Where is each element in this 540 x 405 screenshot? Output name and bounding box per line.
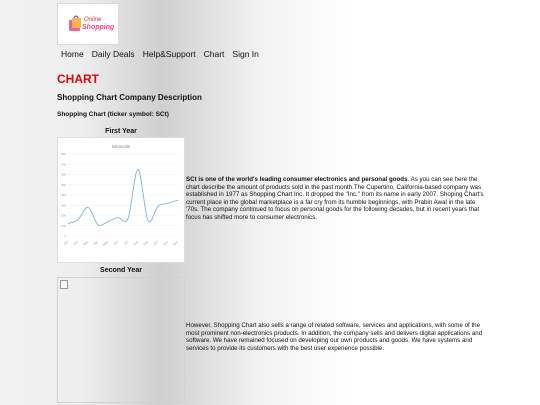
- description-rest: . As you can see here the chart describe the amount of products sold in the past month.The Cupertino, California-based company was established in 1977 as Shopping Chart Inc. It dropped the "Inc." from its name in early 2007. Shoping Chart's current place in the global marketplace is a far cry from its humble beginnings, with Prabin Awal in the late '70s. The company continued to focus on personal goods for the following decades, but in recent years that focus has shifted more to consumer electronics.: [186, 176, 484, 221]
- x-tick-label: Oct: [152, 239, 159, 247]
- y-tick-label: 100: [60, 223, 66, 228]
- description-paragraph-1: [186, 176, 486, 221]
- description-paragraph-2: However, Shopping Chart also sells a range of related software, services and applications, with some of the most prominent non-electronics products. In addition, the company sells and delivers digital applications and software. We have remained focused on developing our own products and goods. We have systems and services to provide its customers with the best user experience possible.: [186, 322, 483, 352]
- x-tick-label: Sep: [142, 239, 149, 247]
- series-line: [68, 169, 178, 225]
- x-tick-label: Jan: [62, 239, 69, 247]
- x-tick-label: Jun: [112, 239, 119, 247]
- x-tick-label: Mar: [82, 239, 89, 247]
- y-tick-label: 400: [60, 193, 66, 198]
- y-tick-label: 500: [60, 182, 66, 187]
- y-tick-label: 300: [60, 203, 66, 208]
- logo-text-shopping: Shopping: [82, 24, 115, 31]
- y-tick-label: 200: [60, 213, 66, 218]
- broken-image-icon: [60, 280, 68, 289]
- x-tick-label: Nov: [162, 239, 169, 247]
- first-year-label: First Year: [105, 128, 137, 135]
- x-tick-label: Jul: [123, 239, 129, 246]
- logo-text-online: Online: [84, 17, 102, 23]
- x-tick-label: Apr: [92, 239, 99, 247]
- line-chart: [58, 138, 184, 262]
- second-year-label: Second Year: [100, 267, 142, 274]
- chart-title: Nintscale: [111, 144, 131, 149]
- x-tick-label: Aug: [132, 239, 139, 247]
- nav-chart[interactable]: Chart: [203, 49, 225, 59]
- page-title: CHART: [57, 72, 99, 86]
- nav-help-support[interactable]: Help&Support: [142, 49, 196, 59]
- x-tick-label: Feb: [72, 239, 79, 247]
- first-year-chart: [57, 137, 185, 263]
- y-tick-label: 600: [60, 172, 66, 177]
- nav-home[interactable]: Home: [61, 49, 84, 59]
- second-year-image: [57, 277, 185, 403]
- y-tick-label: 700: [60, 162, 66, 167]
- ticker-label: Shopping Chart (ticker symbol: SCt): [57, 111, 169, 118]
- main-nav: [57, 49, 263, 59]
- company-description-heading: Shopping Chart Company Description: [57, 93, 202, 102]
- description-bold-lead: SCt is one of the world's leading consumer electronics and personal goods: [186, 176, 408, 183]
- y-tick-label: 0: [64, 234, 66, 239]
- nav-daily-deals[interactable]: Daily Deals: [91, 49, 135, 59]
- nav-sign-in[interactable]: Sign In: [232, 49, 259, 59]
- x-tick-label: Dec: [172, 239, 179, 247]
- y-tick-label: 800: [60, 152, 66, 157]
- site-logo[interactable]: [57, 3, 119, 45]
- x-tick-label: May: [101, 239, 109, 247]
- shopping-bag-icon: [67, 14, 83, 32]
